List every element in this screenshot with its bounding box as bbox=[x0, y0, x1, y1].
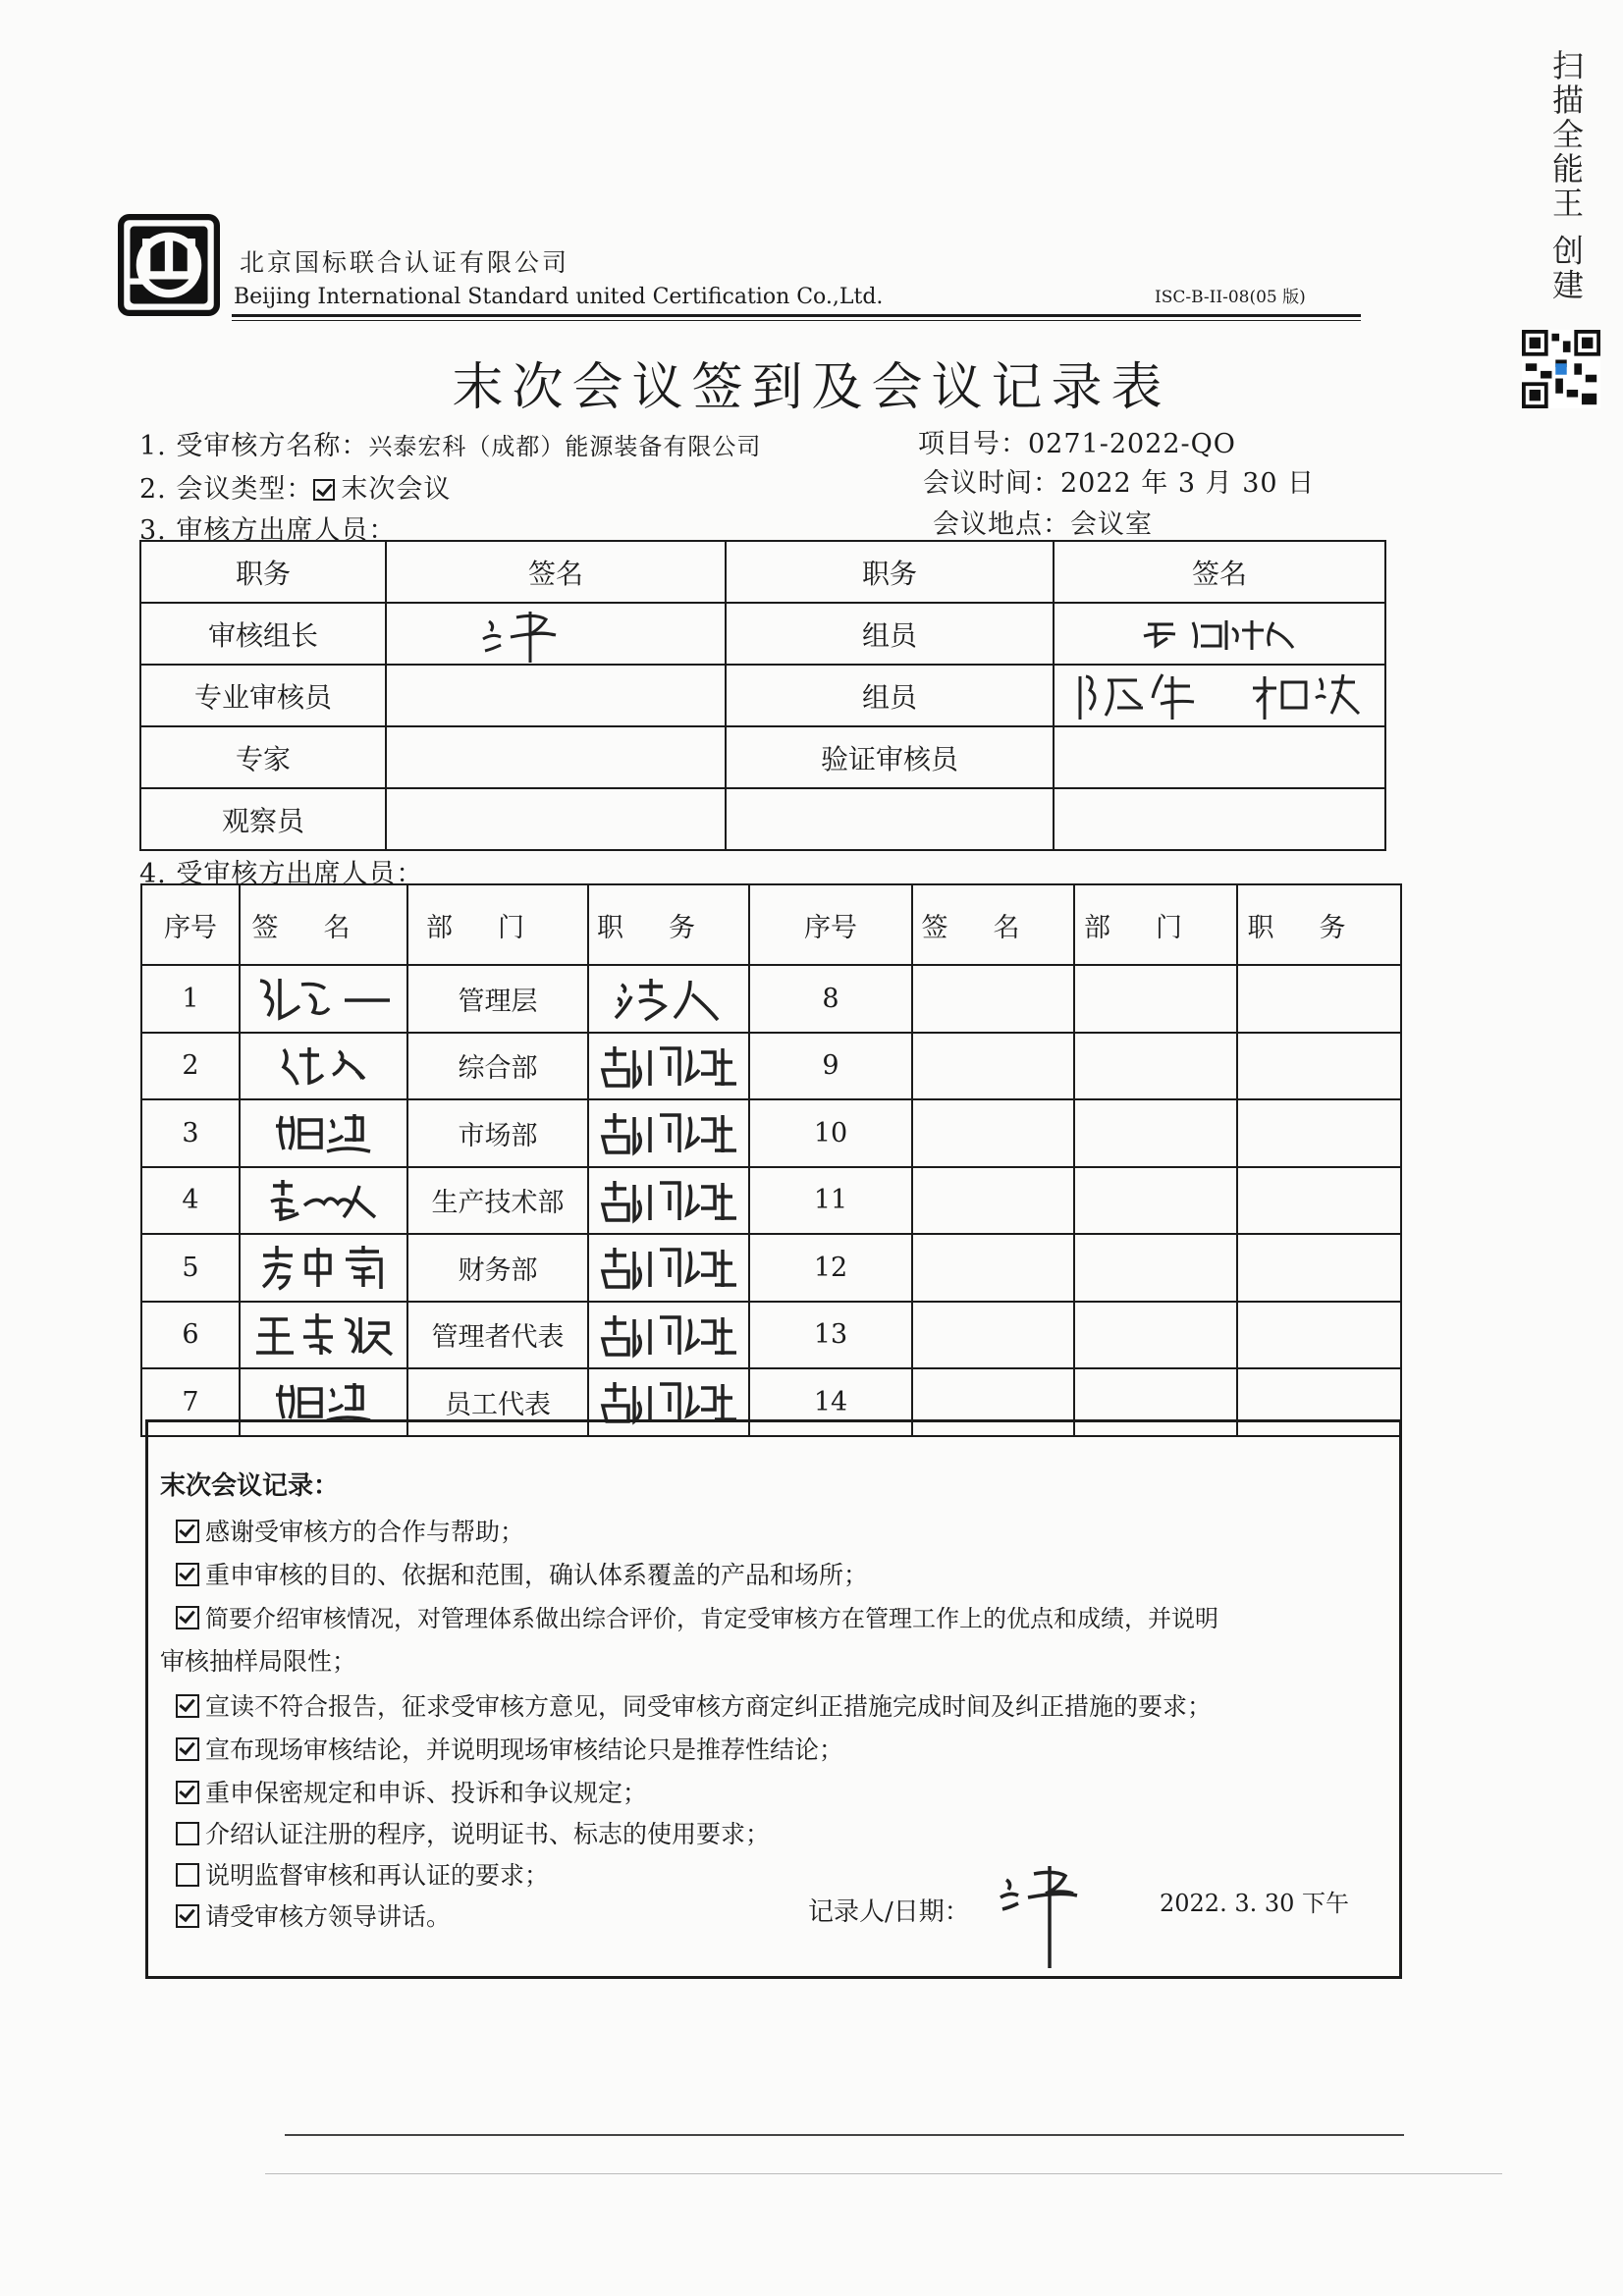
role-cell: 审核组长 bbox=[140, 603, 386, 665]
page-edge-line bbox=[265, 2173, 1502, 2174]
handwritten-signature bbox=[250, 971, 398, 1026]
project-number-line bbox=[918, 422, 1236, 460]
signature-cell[interactable] bbox=[240, 1099, 407, 1167]
row-number: 3 bbox=[141, 1099, 240, 1167]
auditee-attendees-table bbox=[140, 883, 1402, 1437]
note-checkbox[interactable] bbox=[176, 1822, 199, 1845]
auditee-value: 兴泰宏科（成都）能源装备有限公司 bbox=[368, 433, 762, 460]
signature-cell[interactable] bbox=[912, 1167, 1074, 1235]
handwritten-position bbox=[595, 1309, 742, 1361]
handwritten-position bbox=[595, 1175, 742, 1226]
header-signature: 签名 bbox=[1054, 541, 1385, 603]
department-cell[interactable] bbox=[1074, 965, 1237, 1033]
signature-cell[interactable] bbox=[240, 965, 407, 1033]
header-role: 职务 bbox=[140, 541, 386, 603]
note-item bbox=[176, 1774, 647, 1809]
notes-title: 末次会议记录： bbox=[160, 1471, 340, 1501]
row-number: 10 bbox=[749, 1099, 912, 1167]
organization-name-en: Beijing International Standard united Certification Co.,Ltd. bbox=[234, 285, 884, 309]
meeting-time-line bbox=[923, 461, 1315, 500]
header-position: 职务 bbox=[588, 884, 749, 965]
table-row bbox=[140, 603, 1385, 665]
project-label: 项目号： bbox=[918, 429, 1028, 459]
handwritten-position bbox=[610, 973, 728, 1024]
role-cell: 组员 bbox=[726, 665, 1054, 726]
handwritten-position bbox=[595, 1041, 742, 1092]
auditee-name-line bbox=[139, 424, 761, 462]
table-row bbox=[140, 788, 1385, 850]
role-cell: 专业审核员 bbox=[140, 665, 386, 726]
position-cell[interactable] bbox=[588, 965, 749, 1033]
table-row bbox=[140, 665, 1385, 726]
position-cell[interactable] bbox=[588, 1099, 749, 1167]
header-role: 职务 bbox=[726, 541, 1054, 603]
note-text: 重申审核的目的、依据和范围，确认体系覆盖的产品和场所； bbox=[205, 1561, 869, 1589]
note-item bbox=[176, 1815, 770, 1850]
position-cell[interactable] bbox=[1237, 965, 1401, 1033]
table-row bbox=[141, 965, 1401, 1033]
header-signature: 签名 bbox=[912, 884, 1074, 965]
table-row bbox=[141, 1167, 1401, 1235]
signature-cell[interactable] bbox=[386, 788, 726, 850]
signature-cell[interactable] bbox=[240, 1302, 407, 1369]
position-cell[interactable] bbox=[1237, 1167, 1401, 1235]
note-checkbox[interactable] bbox=[176, 1737, 199, 1761]
position-cell[interactable] bbox=[588, 1234, 749, 1302]
row-number: 1 bbox=[141, 965, 240, 1033]
department-cell: 管理层 bbox=[407, 965, 588, 1033]
note-text: 宣读不符合报告，征求受审核方意见，同受审核方商定纠正措施完成时间及纠正措施的要求； bbox=[205, 1692, 1213, 1721]
meeting-location-line bbox=[933, 503, 1153, 541]
form-code: ISC-B-II-08(05 版) bbox=[1155, 288, 1306, 307]
handwritten-signature bbox=[270, 1108, 378, 1157]
note-text: 说明监督审核和再认证的要求； bbox=[205, 1861, 550, 1890]
note-checkbox[interactable] bbox=[176, 1781, 199, 1804]
meeting-type-checkbox[interactable] bbox=[313, 479, 335, 501]
position-cell[interactable] bbox=[1237, 1033, 1401, 1100]
signature-cell[interactable] bbox=[386, 726, 726, 788]
handwritten-signature bbox=[1136, 613, 1303, 656]
table-row bbox=[141, 1033, 1401, 1100]
auditor-attendees-label: 3. 审核方出席人员： bbox=[139, 515, 397, 546]
position-cell[interactable] bbox=[1237, 1302, 1401, 1369]
handwritten-position bbox=[595, 1107, 742, 1158]
row-number: 9 bbox=[749, 1033, 912, 1100]
handwritten-signature bbox=[475, 608, 593, 663]
auditee-attendees-label: 4. 受审核方出席人员： bbox=[139, 859, 424, 889]
signature-cell[interactable] bbox=[1054, 726, 1385, 788]
department-cell[interactable] bbox=[1074, 1234, 1237, 1302]
role-cell: 验证审核员 bbox=[726, 726, 1054, 788]
signature-cell[interactable] bbox=[912, 1302, 1074, 1369]
signature-cell[interactable] bbox=[386, 665, 726, 726]
signature-cell[interactable] bbox=[386, 603, 726, 665]
position-cell[interactable] bbox=[588, 1302, 749, 1369]
recorder-date: 2022. 3. 30 下午 bbox=[1160, 1890, 1350, 1917]
signature-cell[interactable] bbox=[240, 1167, 407, 1235]
row-number: 11 bbox=[749, 1167, 912, 1235]
table-row bbox=[141, 1234, 1401, 1302]
meeting-type-value: 末次会议 bbox=[341, 474, 452, 505]
audit-team-table bbox=[139, 540, 1386, 851]
role-cell bbox=[726, 788, 1054, 850]
note-text: 请受审核方领导讲话。 bbox=[205, 1902, 452, 1931]
note-continuation: 审核抽样局限性； bbox=[160, 1647, 357, 1676]
signature-cell[interactable] bbox=[240, 1234, 407, 1302]
header-no: 序号 bbox=[141, 884, 240, 965]
department-cell: 管理者代表 bbox=[407, 1302, 588, 1369]
department-cell[interactable] bbox=[1074, 1033, 1237, 1100]
table-header-row bbox=[140, 541, 1385, 603]
meeting-time-label: 会议时间： bbox=[923, 468, 1060, 499]
role-cell: 专家 bbox=[140, 726, 386, 788]
role-cell: 观察员 bbox=[140, 788, 386, 850]
row-number: 6 bbox=[141, 1302, 240, 1369]
handwritten-signature bbox=[255, 1242, 393, 1293]
meeting-type-line bbox=[139, 467, 451, 506]
department-cell[interactable] bbox=[1074, 1302, 1237, 1369]
note-item bbox=[176, 1897, 451, 1933]
header-signature: 签名 bbox=[386, 541, 726, 603]
department-cell: 市场部 bbox=[407, 1099, 588, 1167]
handwritten-signature bbox=[1072, 668, 1367, 723]
handwritten-signature bbox=[265, 1176, 383, 1225]
note-item bbox=[176, 1599, 1218, 1633]
table-row bbox=[141, 1302, 1401, 1369]
note-text: 介绍认证注册的程序，说明证书、标志的使用要求； bbox=[205, 1820, 771, 1848]
signature-cell[interactable] bbox=[912, 1234, 1074, 1302]
note-text: 简要介绍审核情况，对管理体系做出综合评价，肯定受审核方在管理工作上的优点和成绩，并说明 bbox=[205, 1605, 1218, 1632]
signature-cell[interactable] bbox=[912, 1099, 1074, 1167]
auditee-label: 1. 受审核方名称： bbox=[139, 431, 369, 461]
note-item bbox=[176, 1556, 868, 1591]
handwritten-signature bbox=[250, 1309, 398, 1361]
row-number: 8 bbox=[749, 965, 912, 1033]
header-department: 部门 bbox=[1074, 884, 1237, 965]
row-number: 14 bbox=[749, 1368, 912, 1436]
meeting-time-value: 2022 年 3 月 30 日 bbox=[1060, 468, 1316, 499]
signature-cell[interactable] bbox=[1054, 788, 1385, 850]
note-item bbox=[176, 1513, 524, 1548]
signature-cell[interactable] bbox=[1054, 603, 1385, 665]
row-number: 5 bbox=[141, 1234, 240, 1302]
note-text: 宣布现场审核结论，并说明现场审核结论只是推荐性结论； bbox=[205, 1735, 844, 1764]
note-checkbox[interactable] bbox=[176, 1563, 199, 1586]
position-cell[interactable] bbox=[1237, 1099, 1401, 1167]
header-department: 部门 bbox=[407, 884, 588, 965]
header-rule-thick bbox=[232, 314, 1361, 317]
header-position: 职务 bbox=[1237, 884, 1401, 965]
position-cell[interactable] bbox=[1237, 1234, 1401, 1302]
note-checkbox[interactable] bbox=[176, 1694, 199, 1718]
row-number: 13 bbox=[749, 1302, 912, 1369]
department-cell: 综合部 bbox=[407, 1033, 588, 1100]
department-cell[interactable] bbox=[1074, 1167, 1237, 1235]
position-cell[interactable] bbox=[588, 1167, 749, 1235]
row-number: 12 bbox=[749, 1234, 912, 1302]
organization-name-cn: 北京国标联合认证有限公司 bbox=[240, 248, 570, 277]
recorder-label: 记录人/日期： bbox=[808, 1897, 970, 1927]
header-no: 序号 bbox=[749, 884, 912, 965]
signature-cell[interactable] bbox=[912, 965, 1074, 1033]
meeting-type-label: 2. 会议类型： bbox=[139, 474, 314, 505]
note-checkbox[interactable] bbox=[176, 1520, 199, 1543]
row-number: 4 bbox=[141, 1167, 240, 1235]
recorder-signature bbox=[993, 1854, 1110, 1972]
signature-cell[interactable] bbox=[240, 1033, 407, 1100]
note-text: 重申保密规定和申诉、投诉和争议规定； bbox=[205, 1779, 648, 1807]
table-header-row bbox=[141, 884, 1401, 965]
department-cell: 员工代表 bbox=[407, 1368, 588, 1436]
handwritten-signature bbox=[270, 1041, 378, 1091]
signature-cell[interactable] bbox=[912, 1033, 1074, 1100]
department-cell: 财务部 bbox=[407, 1234, 588, 1302]
row-number: 2 bbox=[141, 1033, 240, 1100]
note-item bbox=[176, 1687, 1212, 1723]
row-number: 7 bbox=[141, 1368, 240, 1436]
header-signature: 签名 bbox=[240, 884, 407, 965]
note-checkbox[interactable] bbox=[176, 1606, 199, 1629]
meeting-location-label: 会议地点： bbox=[933, 509, 1070, 540]
footer-rule bbox=[285, 2134, 1404, 2136]
signature-cell[interactable] bbox=[1054, 665, 1385, 726]
note-item bbox=[176, 1731, 843, 1766]
note-text: 感谢受审核方的合作与帮助； bbox=[205, 1518, 525, 1546]
company-logo-icon bbox=[118, 214, 220, 316]
meeting-location-value: 会议室 bbox=[1070, 509, 1153, 540]
department-cell: 生产技术部 bbox=[407, 1167, 588, 1235]
page-title: 末次会议签到及会议记录表 bbox=[452, 358, 1171, 417]
note-item bbox=[176, 1856, 549, 1892]
header-rule-thin bbox=[232, 320, 1361, 321]
note-checkbox[interactable] bbox=[176, 1863, 199, 1887]
project-value: 0271-2022-QO bbox=[1028, 429, 1236, 459]
role-cell: 组员 bbox=[726, 603, 1054, 665]
table-row bbox=[141, 1099, 1401, 1167]
meeting-notes-box bbox=[145, 1419, 1402, 1979]
note-checkbox[interactable] bbox=[176, 1904, 199, 1928]
table-row bbox=[140, 726, 1385, 788]
watermark-text: 扫描全能王 创建 bbox=[1547, 49, 1585, 303]
handwritten-position bbox=[595, 1242, 742, 1293]
department-cell[interactable] bbox=[1074, 1099, 1237, 1167]
position-cell[interactable] bbox=[588, 1033, 749, 1100]
